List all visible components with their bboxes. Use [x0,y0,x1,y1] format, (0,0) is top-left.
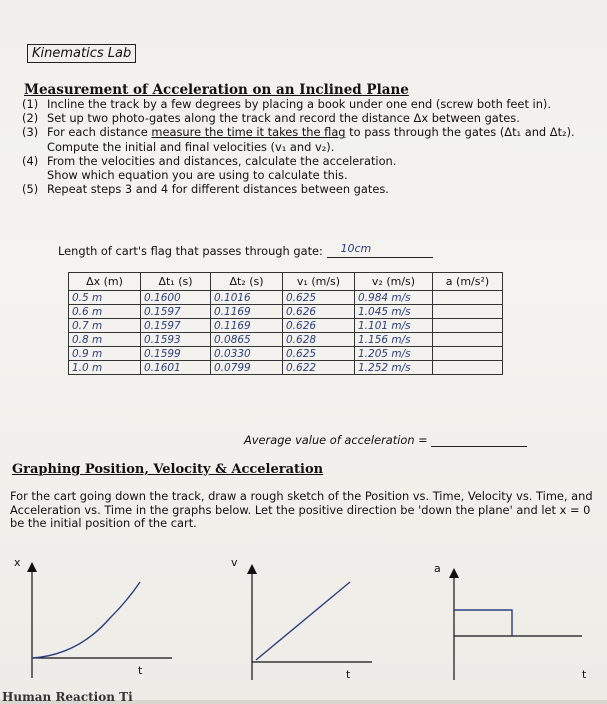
table-row [69,361,503,375]
cell-v1[interactable]: 0.628 [283,333,355,347]
step-text: Incline the track by a few degrees by placing a book under one end (screw both feet in). [47,97,551,111]
header-dx: Δx (m) [69,273,141,291]
flag-length-line [58,244,433,258]
step-text: Repeat steps 3 and 4 for different distances between gates. [47,182,389,197]
y-axis-arrow-icon [449,568,459,578]
cell-dt2[interactable]: 0.1016 [211,291,283,305]
step-2 [22,111,597,125]
cell-dt1[interactable]: 0.1600 [141,291,211,305]
step-text-pre: For each distance [47,125,152,140]
table-row [69,291,503,305]
cell-v2[interactable]: 1.045 m/s [355,305,433,319]
average-acceleration-line [244,433,527,447]
cell-dt2[interactable]: 0.1169 [211,319,283,333]
step-text [47,125,575,139]
header-dt2: Δt₂ (s) [211,273,283,291]
acceleration-time-graph[interactable] [440,566,590,682]
cell-v1[interactable]: 0.622 [283,361,355,375]
step-text: Set up two photo-gates along the track and record the distance Δx between gates. [47,111,520,126]
cell-a[interactable] [433,361,503,375]
graph-position-y-label: x [14,556,21,569]
step-text: Show which equation you are using to calculate this. [47,168,348,183]
header-a: a (m/s²) [433,273,503,291]
cell-v2[interactable]: 0.984 m/s [355,291,433,305]
header-dt1: Δt₁ (s) [141,273,211,291]
cell-a[interactable] [433,319,503,333]
cell-dt2[interactable]: 0.0330 [211,347,283,361]
step-number: (4) [22,153,39,168]
table-row [69,333,503,347]
graph-acceleration-x-label: t [582,668,587,681]
cell-v2[interactable]: 1.205 m/s [355,347,433,361]
step-1 [22,97,597,111]
header-v1: v₁ (m/s) [283,273,355,291]
flag-length-blank[interactable] [327,242,433,258]
cell-v1[interactable]: 0.625 [283,347,355,361]
graph-position-x-label: t [138,664,143,677]
cell-v2[interactable]: 1.101 m/s [355,319,433,333]
average-acceleration-label: Average value of acceleration = [244,433,428,447]
measurement-table [68,272,503,375]
cell-a[interactable] [433,333,503,347]
cell-dt2[interactable]: 0.0799 [211,361,283,375]
position-sketch-curve [32,582,140,658]
cell-dx[interactable]: 0.6 m [69,305,141,319]
cell-dx[interactable]: 0.9 m [69,347,141,361]
velocity-sketch-line [256,582,350,660]
flag-length-label: Length of cart's flag that passes through gate: [58,244,323,258]
flag-length-value: 10cm [340,242,372,255]
procedure-steps [22,97,597,196]
graph-velocity-y-label: v [231,556,238,569]
cell-a[interactable] [433,347,503,361]
y-axis-arrow-icon [247,564,257,574]
cell-a[interactable] [433,291,503,305]
section1-heading: Measurement of Acceleration on an Inclined Plane [24,82,409,98]
step-number: (1) [22,97,39,111]
cell-dt1[interactable]: 0.1593 [141,333,211,347]
step-number: (5) [22,182,39,197]
table-row [69,305,503,319]
step-text-underlined: measure the time it takes the flag [151,125,346,140]
cell-dx[interactable]: 0.5 m [69,291,141,305]
table-row [69,319,503,333]
cell-dt1[interactable]: 0.1597 [141,319,211,333]
step-text: From the velocities and distances, calculate the acceleration. [47,153,397,168]
step-4-continued [22,168,597,182]
cell-dt1[interactable]: 0.1601 [141,361,211,375]
lab-title: Kinematics Lab [27,44,136,63]
cell-v1[interactable]: 0.626 [283,319,355,333]
step-number: (3) [22,125,39,140]
cell-dt1[interactable]: 0.1597 [141,305,211,319]
cell-v2[interactable]: 1.156 m/s [355,333,433,347]
graph-acceleration-y-label: a [434,562,441,575]
table-header-row [69,273,503,291]
cell-v2[interactable]: 1.252 m/s [355,361,433,375]
cell-dx[interactable]: 0.8 m [69,333,141,347]
header-v2: v₂ (m/s) [355,273,433,291]
cell-dx[interactable]: 1.0 m [69,361,141,375]
next-section-heading-cut: Human Reaction Ti [2,690,133,704]
cell-v1[interactable]: 0.625 [283,291,355,305]
section2-heading: Graphing Position, Velocity & Acceleration [12,462,324,477]
table-row [69,347,503,361]
step-3 [22,125,597,139]
step-text: Compute the initial and final velocities (v₁ and v₂). [47,139,335,154]
step-3-continued [22,140,597,154]
step-5 [22,182,597,196]
graph-velocity-x-label: t [346,668,351,681]
graphing-instructions: For the cart going down the track, draw a rough sketch of the Position vs. Time, Velocity vs. Time, and Acceleration vs. Time in the graphs below. Let the positive direction be 'down the plane' and let x = 0 be the initial position of the cart. [10,489,593,531]
position-time-graph[interactable] [18,560,178,680]
cell-v1[interactable]: 0.626 [283,305,355,319]
step-text-post: to pass through the gates (Δt₁ and Δt₂). [345,125,575,140]
step-4 [22,154,597,168]
average-acceleration-blank[interactable] [431,435,527,447]
velocity-time-graph[interactable] [238,562,378,682]
cell-dt1[interactable]: 0.1599 [141,347,211,361]
cell-dx[interactable]: 0.7 m [69,319,141,333]
acceleration-sketch-line [454,610,512,636]
step-number: (2) [22,111,39,126]
cell-dt2[interactable]: 0.1169 [211,305,283,319]
y-axis-arrow-icon [27,562,37,572]
cell-dt2[interactable]: 0.0865 [211,333,283,347]
cell-a[interactable] [433,305,503,319]
